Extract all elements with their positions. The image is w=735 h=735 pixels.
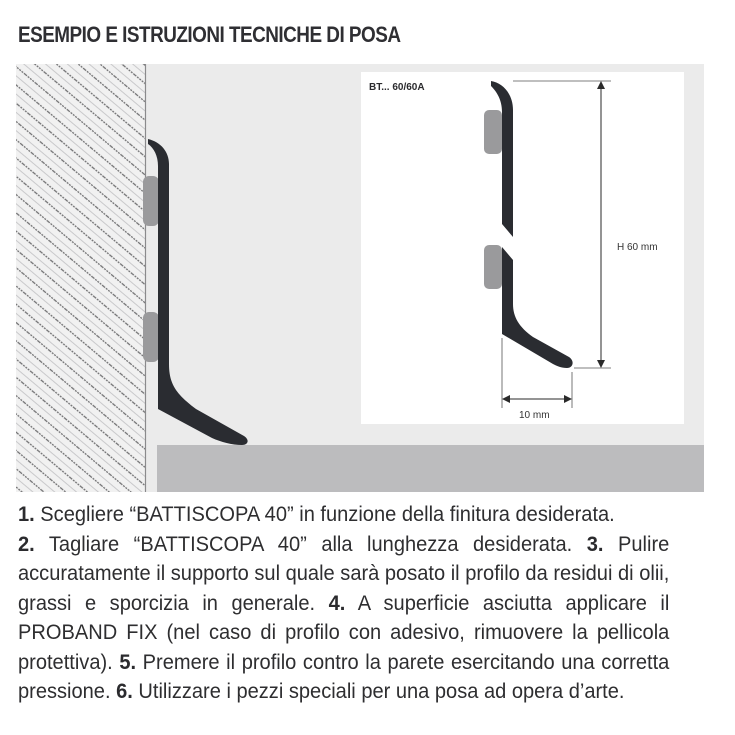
step-3-text: Pulire accuratamente il supporto sul quale sarà posato il profilo da residui di olii, grassi e sporcizia in generale. xyxy=(18,532,670,615)
step-2-number: 2. xyxy=(18,532,35,556)
adhesive-pad-bottom xyxy=(143,312,159,362)
step-3-number: 3. xyxy=(586,532,604,556)
wall-hatch xyxy=(16,64,145,492)
step-4-number: 4. xyxy=(328,591,346,615)
step-6-text: Utilizzare i pezzi speciali per una posa ad opera d’arte. xyxy=(132,680,625,703)
step-1-number: 1. xyxy=(18,503,35,526)
height-dimension-label: H 60 mm xyxy=(617,242,658,253)
profile-detail-inset xyxy=(361,72,684,424)
installation-figure xyxy=(16,64,704,492)
width-dimension-label: 10 mm xyxy=(519,410,550,421)
installation-instructions xyxy=(18,500,669,707)
floor xyxy=(157,445,704,492)
step-5-text: Premere il profilo contro la parete esercitando una corretta pressione. xyxy=(18,650,670,703)
skirting-profile xyxy=(148,139,248,445)
step-5-number: 5. xyxy=(119,650,137,674)
step-4-text: A superficie asciutta applicare il PROBAND FIX (nel caso di profilo con adesivo, rimuovere la pellicola protettiva). xyxy=(18,591,670,674)
step-1-text: Scegliere “BATTISCOPA 40” in funzione della finitura desiderata. xyxy=(34,503,615,526)
product-code-label: BT... 60/60A xyxy=(369,82,425,93)
step-6-number: 6. xyxy=(116,680,133,703)
page-title: ESEMPIO E ISTRUZIONI TECNICHE DI POSA xyxy=(18,22,401,47)
step-2-text: Tagliare “BATTISCOPA 40” alla lunghezza desiderata. xyxy=(34,532,587,556)
adhesive-pad-top xyxy=(143,176,159,226)
